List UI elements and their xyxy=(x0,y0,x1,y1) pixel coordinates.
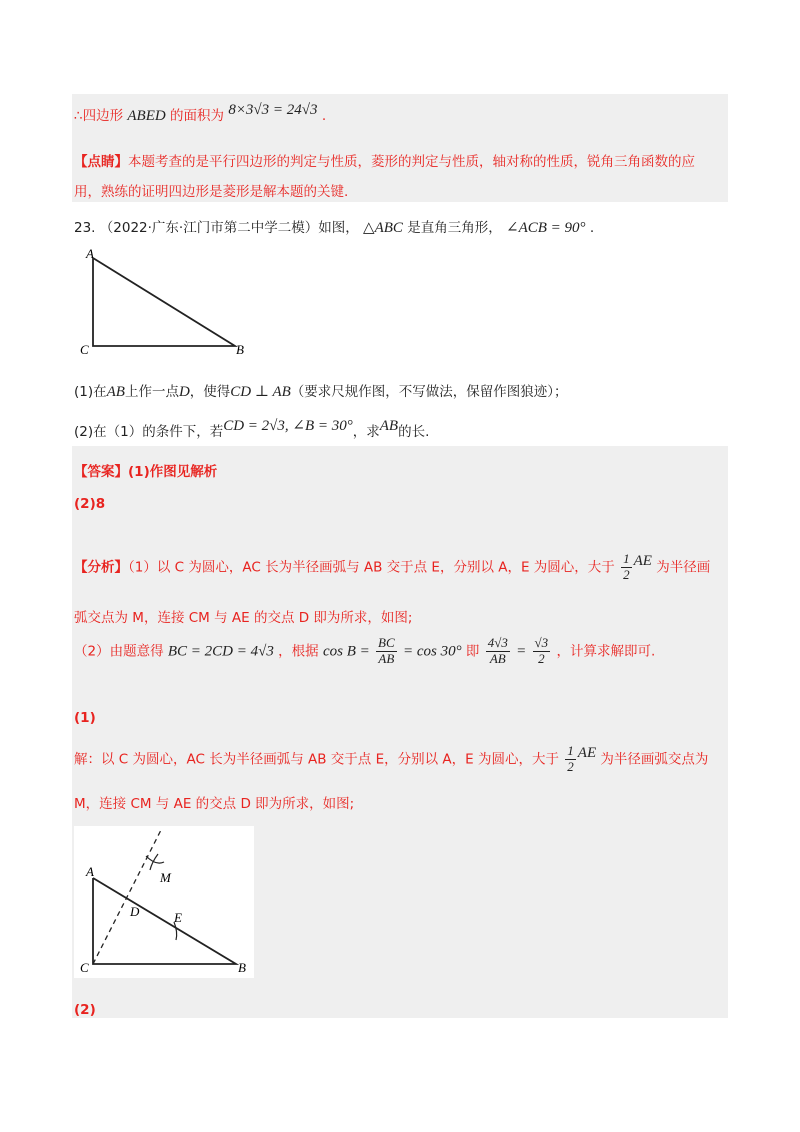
question-mid: 是直角三角形， xyxy=(407,220,502,236)
analysis-line-3 xyxy=(74,636,655,667)
analysis-tag: 【分析】 xyxy=(74,559,128,576)
quad-name: ABED xyxy=(127,108,166,124)
part2-prefix: (2)在（1）的条件下，若 xyxy=(74,424,224,440)
comment-line-2 xyxy=(74,180,348,200)
figure1-label-a: A xyxy=(86,246,94,261)
part-2 xyxy=(74,420,429,441)
figure2-label-b: B xyxy=(238,960,246,975)
analysis-line-2 xyxy=(74,606,412,626)
figure2-label-d: D xyxy=(130,904,140,919)
solution-line-1 xyxy=(74,744,708,775)
triangle-figure xyxy=(74,242,274,362)
answer-1: (1)作图见解析 xyxy=(128,464,218,480)
triangle-sides xyxy=(93,258,235,346)
analysis-eq: = xyxy=(516,643,527,660)
solution-part2-label xyxy=(74,1002,96,1018)
analysis-3-d: ，计算求解即可. xyxy=(556,643,656,660)
question-source: （2022·广东·江门市第二中学二模）如图， xyxy=(99,220,359,236)
analysis-bc: BC = 2CD = 4√3 xyxy=(167,643,274,660)
analysis-text-1: （1）以 C 为圆心，AC 长为半径画弧与 AB 交于点 E，分别以 A，E 为圆心，大于 xyxy=(128,559,615,576)
analysis-text-2: 弧交点为 M，连接 CM 与 AE 的交点 D 即为所求，如图; xyxy=(74,610,413,626)
part2-ask: ，求 xyxy=(352,424,380,440)
solution-text-1: 解：以 C 为圆心，AC 长为半径画弧与 AB 交于点 E，分别以 A，E 为圆心，大于 xyxy=(74,751,559,768)
analysis-ae: AE xyxy=(633,553,652,570)
construction-figure xyxy=(74,826,254,978)
fraction-4r3-ab xyxy=(486,636,510,667)
part1-make: ，使得 xyxy=(189,384,231,400)
part1-d: D xyxy=(178,384,190,400)
part1-prefix: (1)在 xyxy=(74,384,107,400)
frac-ab-2: AB xyxy=(489,650,506,666)
comment-line-1 xyxy=(74,150,695,170)
area-mid: 的面积为 xyxy=(170,108,225,124)
part2-end: 的长. xyxy=(398,424,430,440)
frac-bc: BC xyxy=(378,635,395,650)
part1-mid: 上作一点 xyxy=(124,384,179,400)
part1-perp: CD ⊥ AB xyxy=(230,384,291,400)
area-prefix: ∴四边形 xyxy=(74,108,124,124)
question-end: . xyxy=(589,220,595,236)
frac-ab: AB xyxy=(378,650,395,666)
solution-line-2 xyxy=(74,792,354,812)
question-angle: ∠ACB = 90° xyxy=(506,220,586,236)
frac-2: 2 xyxy=(538,650,545,666)
area-suffix: . xyxy=(321,108,327,124)
figure2-label-m: M xyxy=(160,870,171,885)
fraction-half xyxy=(621,552,632,583)
answer-2: (2)8 xyxy=(74,496,106,512)
part1-ab: AB xyxy=(106,384,125,400)
line-cm-dashed xyxy=(93,830,161,964)
comment-tag: 【点睛】 xyxy=(74,154,128,170)
solution-ae: AE xyxy=(577,745,597,762)
solution-text-1-end: 为半径画弧交点为 xyxy=(600,751,709,768)
figure2-label-c: C xyxy=(80,960,89,975)
analysis-line-1 xyxy=(74,552,710,583)
solution-1-label: (1) xyxy=(74,710,96,726)
analysis-cos30: = cos 30° xyxy=(402,643,462,660)
frac-r3: √3 xyxy=(534,635,549,650)
sol-frac-num: 1 xyxy=(567,743,574,758)
solution-fraction-half xyxy=(565,744,576,775)
analysis-cos: cos B = xyxy=(322,643,370,660)
comment-text-2: 用，熟练的证明四边形是菱形是解本题的关键. xyxy=(74,184,349,200)
fraction-r3-2 xyxy=(533,636,551,667)
frac-den: 2 xyxy=(623,566,630,582)
area-conclusion xyxy=(74,104,326,125)
analysis-3-a: （2）由题意得 xyxy=(74,643,164,660)
question-triangle: △ABC xyxy=(363,220,403,236)
analysis-3-b: ，根据 xyxy=(278,643,319,660)
answer-line-2 xyxy=(74,496,105,512)
figure1-label-b: B xyxy=(236,342,244,357)
solution-2-label: (2) xyxy=(74,1002,96,1018)
analysis-text-1-end: 为半径画 xyxy=(656,559,711,576)
answer-tag: 【答案】 xyxy=(74,464,128,480)
question-number: 23. xyxy=(74,220,96,236)
figure2-label-a: A xyxy=(86,864,94,879)
solution-part1-label xyxy=(74,710,96,726)
part-1 xyxy=(74,380,568,401)
frac-num: 1 xyxy=(623,551,630,566)
part2-ab: AB xyxy=(379,418,399,434)
sol-frac-den: 2 xyxy=(567,758,574,774)
solution-text-2: M，连接 CM 与 AE 的交点 D 即为所求，如图; xyxy=(74,796,355,812)
analysis-3-c: 即 xyxy=(465,643,480,660)
frac-4r3: 4√3 xyxy=(487,635,508,650)
figure2-label-e: E xyxy=(174,910,182,925)
area-expr: 8×3√3 = 24√3 xyxy=(228,102,318,118)
question-header xyxy=(74,216,594,237)
figure1-label-c: C xyxy=(80,342,89,357)
fraction-bc-ab xyxy=(376,636,397,667)
comment-text-1: 本题考查的是平行四边形的判定与性质，菱形的判定与性质，轴对称的性质，锐角三角函数的应 xyxy=(128,154,695,170)
part1-note: （要求尺规作图，不写做法，保留作图狼迹）； xyxy=(290,384,568,400)
part2-condition: CD = 2√3, ∠B = 30° xyxy=(223,418,353,434)
answer-line-1 xyxy=(74,460,217,480)
